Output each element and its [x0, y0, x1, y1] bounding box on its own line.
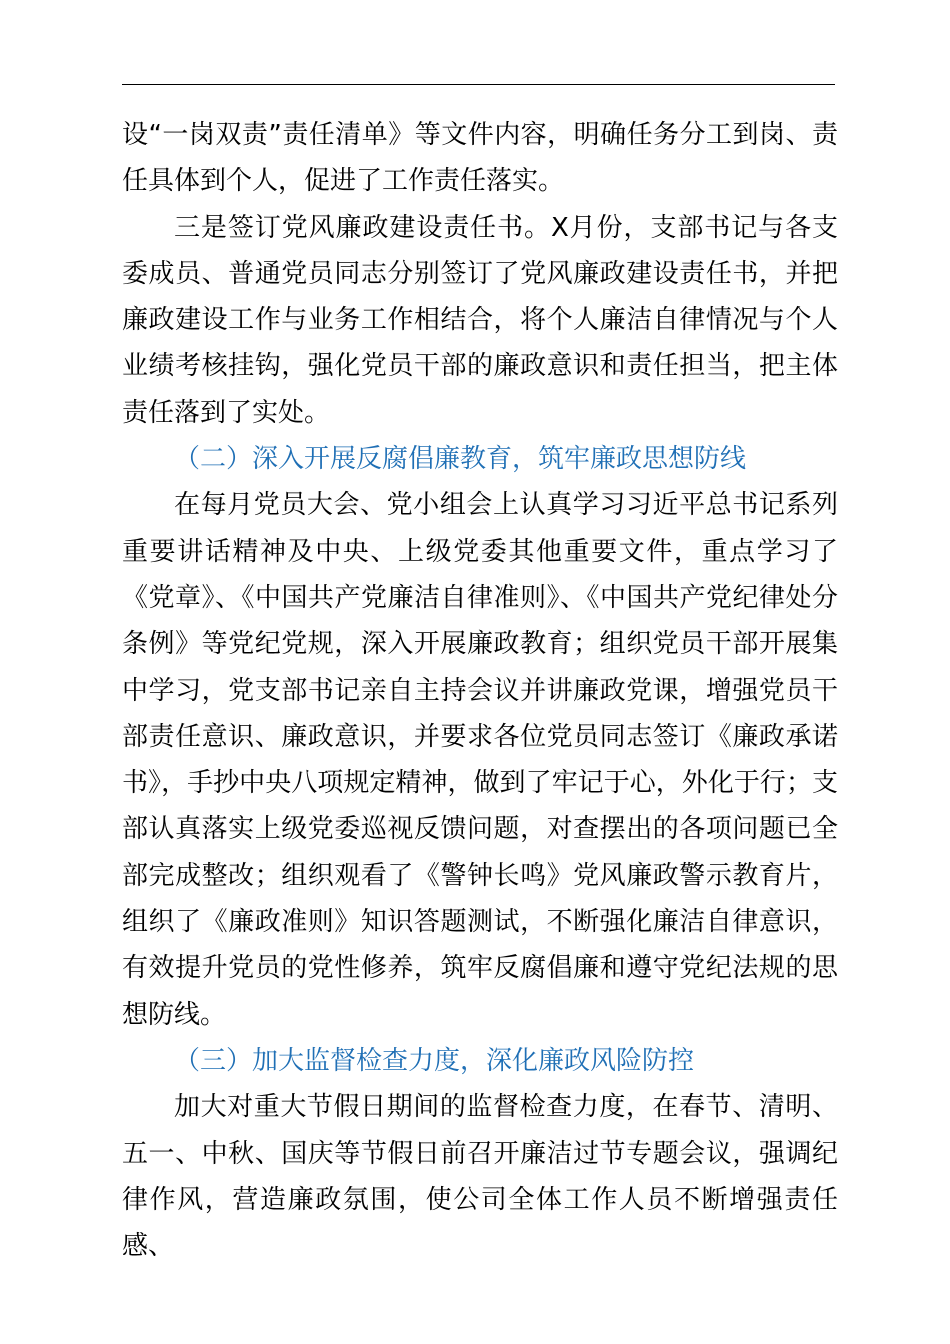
paragraph-responsibility-letter: 三是签订党风廉政建设责任书。X月份，支部书记与各支委成员、普通党员同志分别签订了党风廉政建设责任书，并把廉政建设工作与业务工作相结合，将个人廉洁自律情况与个人业绩考核挂钩，强化党员干部的廉政意识和责任担当，把主体责任落到了实处。	[122, 212, 838, 428]
header-rule	[122, 84, 835, 85]
section-heading-supervision: （三）加大监督检查力度，深化廉政风险防控	[174, 1045, 695, 1076]
paragraph-education: 在每月党员大会、党小组会上认真学习习近平总书记系列重要讲话精神及中央、上级党委其他重要文件，重点学习了《党章》、《中国共产党廉洁自律准则》、《中国共产党纪律处分条例》等党纪党规，深入开展廉政教育；组织党员干部开展集中学习，党支部书记亲自主持会议并讲廉政党课，增强党员干部责任意识、廉政意识，并要求各位党员同志签订《廉政承诺书》，手抄中央八项规定精神，做到了牢记于心，外化于行；支部认真落实上级党委巡视反馈问题，对查摆出的各项问题已全部完成整改；组织观看了《警钟长鸣》党风廉政警示教育片，组织了《廉政准则》知识答题测试，不断强化廉洁自律意识，有效提升党员的党性修养，筑牢反腐倡廉和遵守党纪法规的思想防线。	[122, 490, 838, 1030]
paragraph-continuation: 设“一岗双责”责任清单》等文件内容，明确任务分工到岗、责任具体到个人，促进了工作责任落实。	[122, 120, 838, 197]
paragraph-supervision: 加大对重大节假日期间的监督检查力度，在春节、清明、五一、中秋、国庆等节假日前召开廉洁过节专题会议，强调纪律作风，营造廉政氛围，使公司全体工作人员不断增强责任感、	[122, 1092, 838, 1262]
section-heading-education: （二）深入开展反腐倡廉教育，筑牢廉政思想防线	[174, 444, 747, 475]
document-body	[122, 112, 838, 1269]
